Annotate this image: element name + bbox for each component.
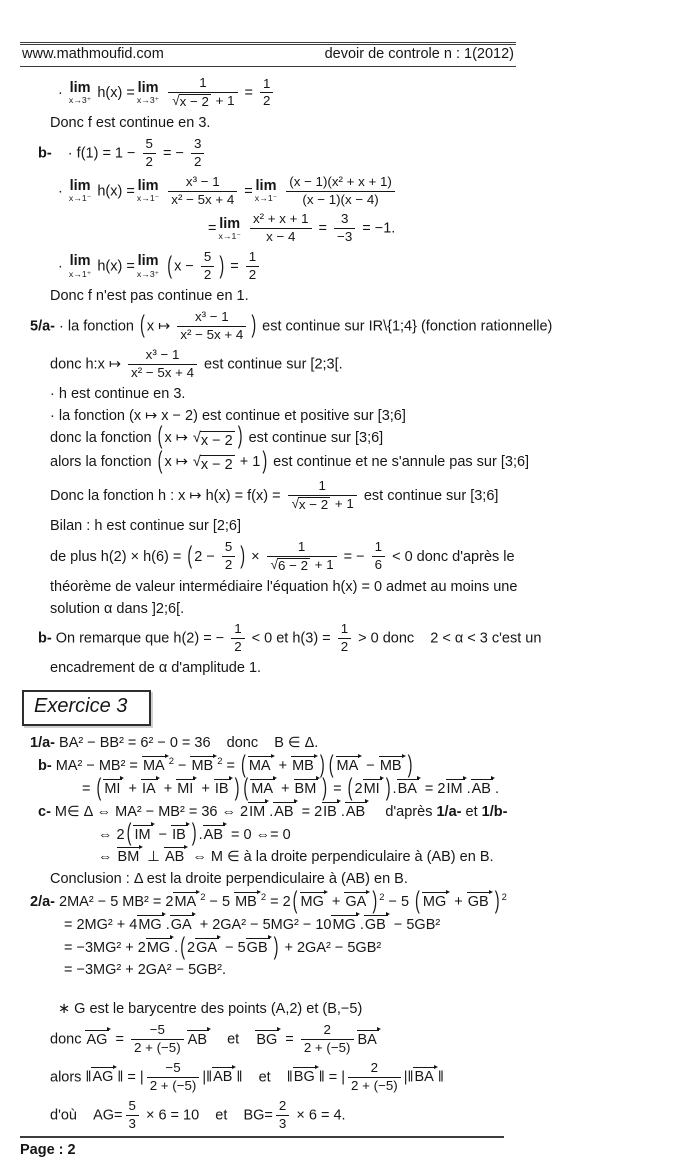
spacer <box>20 982 540 997</box>
vec-token: GA <box>195 938 221 956</box>
doc-line: Bilan : h est continue sur [2;6] <box>50 518 242 535</box>
vec-token: AB <box>187 1030 211 1048</box>
doc-line: · la fonction (x ↦ x − 2) est continue et positive sur [3;6] <box>50 407 406 424</box>
doc-line: b- · f(1) = 1 − $\frac{5}{2}$ = − $\frac{3}{2}$ <box>38 136 540 171</box>
frac-token: 1 √ 6 − 2 + 1 <box>267 540 337 574</box>
big-token: ( <box>157 423 163 451</box>
big-token: ) <box>494 888 500 916</box>
frac-token: $\frac{2}{3}$ <box>276 1099 289 1132</box>
big-token: ( <box>187 542 193 571</box>
big-token: ) <box>407 752 413 780</box>
vec-token: BM <box>294 779 321 797</box>
vec-token: IB <box>214 779 233 797</box>
header-document-title: devoir de controle n : 1(2012) <box>324 46 514 62</box>
page-footer <box>20 1136 504 1158</box>
b-token: 5/a- <box>30 318 55 335</box>
big-token: ) <box>219 252 225 280</box>
doc-line: = −3MG² + 2GA² − 5GB². <box>64 961 226 978</box>
big-token: ( <box>96 775 102 803</box>
doc-line: donc h:x ↦ $\frac{\text{x³ − 1}}{\text{x² − 5x + 4}}$ est continue sur [2;3[. <box>50 346 343 380</box>
b-token: 1/a- <box>30 735 55 752</box>
vec-token: MB <box>291 756 318 774</box>
big-token: ) <box>273 933 279 962</box>
vec-token: MI <box>176 779 197 797</box>
vec-token: MG <box>422 892 450 910</box>
vec-token: MB <box>379 756 406 774</box>
vec-token: MG <box>300 892 328 910</box>
doc-line: 5/a- · la fonction ( x ↦ $\frac{\text{x³ − 1}}{\text{x² − 5x + 4}}$ ) est continue sur IR\{1;4} (fonction rationnelle) <box>30 309 553 342</box>
doc-line: ∗ G est le barycentre des points (A,2) et (B,−5) <box>58 1001 363 1018</box>
doc-line: = ( MI + IA + MI + IB ) ( MA + BM ) = ( 2MI ) .BA = 2IM .AB . <box>82 775 500 803</box>
doc-line: 1/a- BA² − BB² = 6² − 0 = 36 donc B ∈ Δ. <box>30 735 319 752</box>
doc-line: Donc f est continue en 3. <box>50 114 211 131</box>
big-token: ) <box>372 888 378 916</box>
sup-token: 2 <box>379 891 385 903</box>
frac-token: $\frac{\text{x³ − 1}}{\text{x² − 5x + 4}}$ <box>168 175 237 208</box>
vec-token: GB <box>364 915 390 933</box>
vec-token: MA <box>248 756 275 774</box>
lim-token: lim x→3⁺ <box>136 79 160 105</box>
big-token: ) <box>234 775 240 803</box>
frac-token: $\frac{1}{2}$ <box>231 622 244 655</box>
b-token: b- <box>38 758 52 775</box>
doc-line: de plus h(2) × h(6) = ( 2 − $\frac{5}{2}$ ) × 1 √ 6 − 2 + 1 = − $\frac{1}{6}$ < 0 donc d'après le <box>50 538 515 573</box>
frac-token: $\frac{1}{6}$ <box>372 540 385 573</box>
big-token: ( <box>415 888 420 916</box>
lim-token: lim x→3⁺ <box>136 253 160 279</box>
exercise-heading: Exercice 3 <box>22 690 151 726</box>
doc-line: Conclusion : Δ est la droite perpendiculaire à (AB) en B. <box>50 871 408 888</box>
lim-token: lim x→1⁻ <box>136 177 160 203</box>
vec-token: MG <box>331 915 359 933</box>
vec-token: BG <box>255 1030 281 1048</box>
b-token: c- <box>38 803 51 820</box>
vec-token: IB <box>171 825 190 843</box>
big-token: ( <box>167 252 173 280</box>
vec-token: IB <box>322 802 341 820</box>
big-token: ) <box>322 775 328 803</box>
frac-token: $\frac{\text{(x − 1)(x² + x + 1)}}{(x - 1)(x - 4)}$ <box>286 175 395 208</box>
vec-token: GA <box>170 915 196 933</box>
vec-token: BM <box>117 847 144 865</box>
big-token: ( <box>347 775 353 803</box>
vec-token: IM <box>446 779 467 797</box>
vec-token: IM <box>248 802 269 820</box>
doc-line: · lim x→1⁺ h(x) = lim x→3⁺ ( x − $\frac{5}{2}$ ) = $\frac{1}{2}$ <box>58 249 540 284</box>
vec-token: AB <box>345 802 369 820</box>
big-token: ) <box>262 448 268 476</box>
lim-token: lim x→1⁻ <box>218 215 241 241</box>
doc-line: b- On remarque que h(2) = − $\frac{1}{2}$ < 0 et h(3) = $\frac{1}{2}$ > 0 donc 2 < α < 3 c'est un <box>38 621 542 655</box>
vec-token: GB <box>467 892 493 910</box>
big-token: ( <box>157 448 163 476</box>
lim-token: lim x→3⁺ <box>68 79 92 105</box>
doc-line: Donc la fonction h : x ↦ h(x) = f(x) = 1 √ x − 2 + 1 est continue sur [3;6] <box>50 478 499 513</box>
vec-token: AB <box>273 802 297 820</box>
frac-token: $\frac{5}{3}$ <box>126 1099 139 1132</box>
vec-token: MB <box>234 892 261 910</box>
sup-token: 2 <box>200 891 206 903</box>
b-token: 1/a- <box>436 803 462 820</box>
vec-token: BG <box>293 1067 319 1085</box>
sup-token: 2 <box>217 755 223 767</box>
sup-token: 2 <box>501 891 507 903</box>
vec-token: AB <box>164 847 188 865</box>
vec-token: MA <box>250 779 277 797</box>
vec-token: AG <box>91 1067 117 1085</box>
frac-token: $\frac{5}{2}$ <box>143 137 156 170</box>
frac-token: $\frac{5}{2}$ <box>222 540 235 573</box>
frac-token: $\frac{5}{2}$ <box>201 250 214 283</box>
document-body <box>20 67 553 1136</box>
frac-token: $\frac{2}{2 + (-5)}$ <box>348 1061 401 1094</box>
doc-line: encadrement de α d'amplitude 1. <box>50 660 262 677</box>
doc-line: alors ‖AG ‖ = | $\frac{-5}{2 + (-5)}$ |‖AB ‖ et ‖BG ‖ = | $\frac{2}{2 + (-5)}$ |‖BA ‖ <box>50 1060 444 1094</box>
big-token: ( <box>240 752 246 780</box>
vec-token: BA <box>413 1067 437 1085</box>
doc-line: solution α dans ]2;6[. <box>50 600 185 617</box>
frac-token: $\frac{2}{2 + (-5)}$ <box>301 1023 354 1056</box>
vec-token: AB <box>212 1067 236 1085</box>
sqrt-token: √ x − 2 <box>192 429 233 449</box>
doc-line: c- M∈ Δ ⇔ MA² − MB² = 36 ⇔ 2IM .AB = 2IB .AB d'après 1/a- et 1/b- <box>38 803 508 820</box>
vec-token: BA <box>357 1030 381 1048</box>
doc-line: · h est continue en 3. <box>50 385 186 402</box>
doc-line: alors la fonction ( x ↦ √ x − 2 + 1 ) est continue et ne s'annule pas sur [3;6] <box>50 448 530 476</box>
big-token: ) <box>237 423 243 451</box>
vec-token: MI <box>103 779 124 797</box>
sqrt-token: √ x − 2 <box>291 496 329 513</box>
b-token: 2/a- <box>30 894 55 911</box>
sqrt-token: √ x − 2 <box>172 92 209 109</box>
big-token: ( <box>292 888 298 916</box>
big-token: ( <box>126 820 132 848</box>
big-token: ( <box>328 752 334 780</box>
vec-token: MA <box>173 892 200 910</box>
big-token: ( <box>140 312 145 340</box>
vec-token: AB <box>471 779 495 797</box>
vec-token: GA <box>344 892 370 910</box>
sqrt-token: √ 6 − 2 <box>270 556 308 573</box>
vec-token: GB <box>246 938 272 956</box>
doc-line: · lim x→1⁻ h(x) = lim x→1⁻ $\frac{\text{x³ − 1}}{\text{x² − 5x + 4}}$ = lim x→1⁻ $\frac{\text{(x − 1)(x² + x + 1)}}{(x - 1)(x - 4)}$ <box>58 174 540 209</box>
lim-token: lim x→1⁻ <box>254 177 278 203</box>
doc-line: b- MA² − MB² = MA $^2$ − MB $^2$ = ( MA + MB ) ( MA − MB ) <box>38 752 413 780</box>
frac-token: $\frac{1}{2}$ <box>260 77 273 110</box>
frac-token: $\frac{1}{2}$ <box>338 622 351 655</box>
doc-line: = −3MG² + 2MG . ( 2GA − 5GB ) + 2GA² − 5GB² <box>64 933 382 962</box>
vec-token: MA <box>142 756 169 774</box>
big-token: ) <box>251 312 257 340</box>
vec-token: IM <box>133 825 154 843</box>
doc-line: · lim x→3⁺ h(x) = lim x→3⁺ 1 √ x − 2 + 1 = $\frac{1}{2}$ <box>58 75 540 111</box>
vec-token: MA <box>336 756 363 774</box>
doc-line: = 2MG² + 4MG .GA + 2GA² − 5MG² − 10MG .GB − 5GB² <box>64 916 441 933</box>
doc-line: 2/a- 2MA² − 5 MB² = 2MA $^2$ − 5 MB $^2$ = 2 ( MG + GA ) $^2$ − 5 ( MG + GB ) $^2$ <box>30 888 507 916</box>
vec-token: AG <box>85 1030 111 1048</box>
doc-line: ⇔ BM ⊥ AB ⇔ M ∈ à la droite perpendiculaire à (AB) en B. <box>98 849 494 866</box>
doc-line: donc la fonction ( x ↦ √ x − 2 ) est continue sur [3;6] <box>50 423 384 451</box>
big-token: ) <box>240 542 246 571</box>
frac-token: $\frac{3}{2}$ <box>191 137 204 170</box>
vec-token: BA <box>397 779 421 797</box>
doc-line: = lim x→1⁻ $\frac{\text{x² + x + 1}}{x - 4}$ = $\frac{3}{-3}$ = −1. <box>208 211 396 245</box>
lim-token: lim x→1⁻ <box>68 177 92 203</box>
b-token: 1/b- <box>481 803 508 820</box>
frac-token: 1 √ x − 2 + 1 <box>168 76 237 110</box>
doc-line: ⇔ 2 ( IM − IB ) .AB = 0 ⇔= 0 <box>98 820 291 848</box>
big-token: ) <box>319 752 325 780</box>
sqrt-token: √ x − 2 <box>192 454 233 474</box>
sup-token: 2 <box>260 891 267 903</box>
frac-token: $\frac{1}{2}$ <box>246 250 259 283</box>
b-token: b- <box>38 144 52 161</box>
vec-token: MG <box>146 938 174 956</box>
frac-token: $\frac{\text{x² + x + 1}}{x - 4}$ <box>250 212 312 245</box>
frac-token: $\frac{\text{x³ − 1}}{\text{x² − 5x + 4}}$ <box>128 348 197 381</box>
vec-token: IA <box>141 779 160 797</box>
big-token: ) <box>385 775 391 803</box>
vec-token: MG <box>137 915 165 933</box>
big-token: ) <box>191 820 197 848</box>
big-token: ( <box>180 933 186 962</box>
exercise-heading-row <box>22 690 540 726</box>
lim-token: lim x→1⁺ <box>68 253 92 279</box>
doc-line: Donc f n'est pas continue en 1. <box>50 288 249 305</box>
sup-token: 2 <box>168 755 174 767</box>
vec-token: AB <box>203 825 227 843</box>
frac-token: $\frac{\text{x³ − 1}}{\text{x² − 5x + 4}}$ <box>177 310 246 343</box>
header-site-url: www.mathmoufid.com <box>22 46 164 62</box>
doc-line: donc AG = $\frac{-5}{2 + (-5)}$ AB et BG = $\frac{2}{2 + (-5)}$ BA <box>50 1022 540 1057</box>
page-header <box>20 42 516 67</box>
vec-token: MI <box>363 779 384 797</box>
frac-token: $\frac{-5}{2 + (-5)}$ <box>131 1023 184 1056</box>
frac-token: $\frac{3}{-3}$ <box>334 212 355 245</box>
vec-token: MB <box>190 756 217 774</box>
frac-token: 1 √ x − 2 + 1 <box>288 479 357 513</box>
doc-line: théorème de valeur intermédiaire l'équation h(x) = 0 admet au moins une <box>50 578 518 595</box>
doc-line: d'où AG= $\frac{5}{3}$ × 6 = 10 et BG= $\frac{2}{3}$ × 6 = 4. <box>50 1098 346 1131</box>
frac-token: $\frac{-5}{2 + (-5)}$ <box>147 1061 200 1094</box>
b-token: b- <box>38 630 52 647</box>
page-number: Page : 2 <box>20 1141 76 1158</box>
big-token: ( <box>243 775 249 803</box>
